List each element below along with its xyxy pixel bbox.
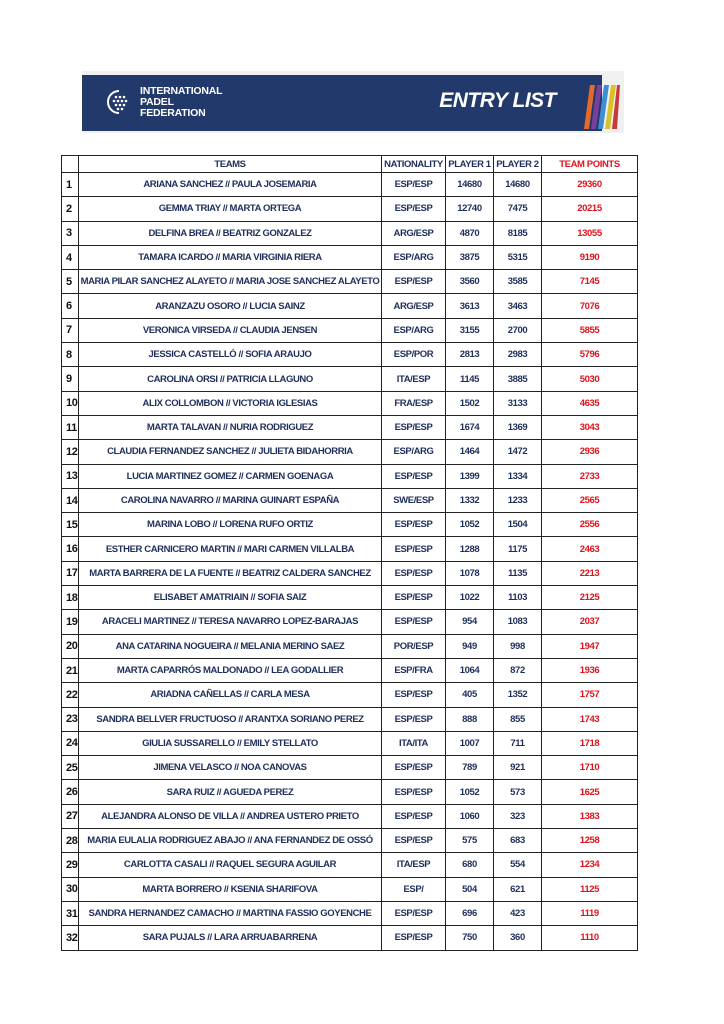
nationality-cell: ESP/ESP (382, 270, 446, 294)
team-points-cell: 1757 (542, 683, 638, 707)
rank-cell: 11 (62, 415, 79, 439)
player2-points-cell: 1175 (494, 537, 542, 561)
team-points-cell: 1125 (542, 877, 638, 901)
team-points-cell: 5030 (542, 367, 638, 391)
player1-points-cell: 1052 (446, 513, 494, 537)
nationality-cell: ESP/ARG (382, 318, 446, 342)
nationality-cell: ESP/ARG (382, 245, 446, 269)
team-cell: ARACELI MARTINEZ // TERESA NAVARRO LOPEZ-BARAJAS (79, 610, 382, 634)
nationality-cell: ESP/ESP (382, 829, 446, 853)
rank-cell: 30 (62, 877, 79, 901)
rank-cell: 21 (62, 658, 79, 682)
page-title: ENTRY LIST (439, 89, 556, 112)
player2-points-cell: 855 (494, 707, 542, 731)
nationality-cell: ESP/FRA (382, 658, 446, 682)
team-cell: MARTA CAPARRÓS MALDONADO // LEA GODALLIER (79, 658, 382, 682)
nationality-cell: ITA/ITA (382, 731, 446, 755)
rank-cell: 14 (62, 488, 79, 512)
player1-points-cell: 1022 (446, 586, 494, 610)
team-cell: CARLOTTA CASALI // RAQUEL SEGURA AGUILAR (79, 853, 382, 877)
table-row (62, 586, 638, 610)
player2-points-cell: 921 (494, 756, 542, 780)
player2-points-cell: 1504 (494, 513, 542, 537)
team-points-cell: 2463 (542, 537, 638, 561)
player1-points-cell: 949 (446, 634, 494, 658)
team-points-cell: 2565 (542, 488, 638, 512)
team-points-cell: 2213 (542, 561, 638, 585)
rank-cell: 4 (62, 245, 79, 269)
nationality-cell: ESP/ESP (382, 901, 446, 925)
table-row (62, 245, 638, 269)
player2-points-cell: 2983 (494, 343, 542, 367)
team-points-cell: 1718 (542, 731, 638, 755)
table-row (62, 731, 638, 755)
team-cell: CAROLINA NAVARRO // MARINA GUINART ESPAÑA (79, 488, 382, 512)
player1-points-cell: 1052 (446, 780, 494, 804)
player1-points-cell: 12740 (446, 197, 494, 221)
player1-points-cell: 1060 (446, 804, 494, 828)
player1-points-cell: 405 (446, 683, 494, 707)
player2-points-cell: 621 (494, 877, 542, 901)
player2-points-cell: 711 (494, 731, 542, 755)
player2-points-cell: 323 (494, 804, 542, 828)
header-player1: PLAYER 1 (446, 156, 494, 173)
team-points-cell: 7145 (542, 270, 638, 294)
team-points-cell: 2125 (542, 586, 638, 610)
player1-points-cell: 789 (446, 756, 494, 780)
team-cell: SARA RUIZ // AGUEDA PEREZ (79, 780, 382, 804)
rank-cell: 20 (62, 634, 79, 658)
player1-points-cell: 3155 (446, 318, 494, 342)
nationality-cell: ESP/ESP (382, 513, 446, 537)
team-cell: MARINA LOBO // LORENA RUFO ORTIZ (79, 513, 382, 537)
team-points-cell: 4635 (542, 391, 638, 415)
nationality-cell: ITA/ESP (382, 853, 446, 877)
rank-cell: 16 (62, 537, 79, 561)
player1-points-cell: 1064 (446, 658, 494, 682)
player2-points-cell: 1083 (494, 610, 542, 634)
table-row (62, 343, 638, 367)
table-row (62, 634, 638, 658)
team-cell: MARTA TALAVAN // NURIA RODRIGUEZ (79, 415, 382, 439)
player2-points-cell: 1352 (494, 683, 542, 707)
table-row (62, 464, 638, 488)
rank-cell: 12 (62, 440, 79, 464)
table-header-row (62, 156, 638, 173)
player2-points-cell: 3133 (494, 391, 542, 415)
organization-name (140, 86, 222, 119)
rank-cell: 15 (62, 513, 79, 537)
player2-points-cell: 554 (494, 853, 542, 877)
rank-cell: 8 (62, 343, 79, 367)
org-line-3: FEDERATION (140, 107, 206, 119)
table-row (62, 877, 638, 901)
nationality-cell: ESP/ESP (382, 756, 446, 780)
team-cell: ESTHER CARNICERO MARTIN // MARI CARMEN VILLALBA (79, 537, 382, 561)
header-teams: TEAMS (79, 156, 382, 173)
nationality-cell: ESP/ESP (382, 173, 446, 197)
decorative-stripes-icon (584, 85, 620, 129)
player1-points-cell: 2813 (446, 343, 494, 367)
rank-cell: 29 (62, 853, 79, 877)
org-line-2: PADEL (140, 96, 174, 108)
nationality-cell: ESP/ESP (382, 780, 446, 804)
rank-cell: 9 (62, 367, 79, 391)
table-row (62, 440, 638, 464)
nationality-cell: ESP/ESP (382, 537, 446, 561)
rank-cell: 2 (62, 197, 79, 221)
nationality-cell: ESP/ESP (382, 804, 446, 828)
team-cell: ARIANA SANCHEZ // PAULA JOSEMARIA (79, 173, 382, 197)
player1-points-cell: 3560 (446, 270, 494, 294)
rank-cell: 19 (62, 610, 79, 634)
table-row (62, 756, 638, 780)
team-cell: MARIA PILAR SANCHEZ ALAYETO // MARIA JOSE SANCHEZ ALAYETO (79, 270, 382, 294)
player2-points-cell: 683 (494, 829, 542, 853)
nationality-cell: ESP/ESP (382, 197, 446, 221)
table-row (62, 926, 638, 950)
rank-cell: 25 (62, 756, 79, 780)
team-points-cell: 3043 (542, 415, 638, 439)
player2-points-cell: 1472 (494, 440, 542, 464)
table-row (62, 513, 638, 537)
header-team-points: TEAM POINTS (542, 156, 638, 173)
rank-cell: 10 (62, 391, 79, 415)
team-points-cell: 20215 (542, 197, 638, 221)
player2-points-cell: 1334 (494, 464, 542, 488)
team-cell: ALIX COLLOMBON // VICTORIA IGLESIAS (79, 391, 382, 415)
team-cell: CLAUDIA FERNANDEZ SANCHEZ // JULIETA BIDAHORRIA (79, 440, 382, 464)
rank-cell: 7 (62, 318, 79, 342)
rank-cell: 22 (62, 683, 79, 707)
table-row (62, 318, 638, 342)
table-row (62, 780, 638, 804)
team-points-cell: 1110 (542, 926, 638, 950)
nationality-cell: ESP/ESP (382, 926, 446, 950)
team-cell: ALEJANDRA ALONSO DE VILLA // ANDREA USTERO PRIETO (79, 804, 382, 828)
team-points-cell: 1625 (542, 780, 638, 804)
table-row (62, 561, 638, 585)
nationality-cell: ESP/ESP (382, 561, 446, 585)
team-cell: ELISABET AMATRIAIN // SOFIA SAIZ (79, 586, 382, 610)
player1-points-cell: 1145 (446, 367, 494, 391)
rank-cell: 24 (62, 731, 79, 755)
player1-points-cell: 696 (446, 901, 494, 925)
player1-points-cell: 1078 (446, 561, 494, 585)
rank-cell: 31 (62, 901, 79, 925)
rank-cell: 32 (62, 926, 79, 950)
table-row (62, 707, 638, 731)
rank-cell: 1 (62, 173, 79, 197)
rank-cell: 28 (62, 829, 79, 853)
team-cell: TAMARA ICARDO // MARIA VIRGINIA RIERA (79, 245, 382, 269)
table-row (62, 173, 638, 197)
nationality-cell: ESP/ESP (382, 586, 446, 610)
player1-points-cell: 575 (446, 829, 494, 853)
team-cell: JESSICA CASTELLÓ // SOFIA ARAUJO (79, 343, 382, 367)
team-cell: GIULIA SUSSARELLO // EMILY STELLATO (79, 731, 382, 755)
team-cell: SARA PUJALS // LARA ARRUABARRENA (79, 926, 382, 950)
team-points-cell: 29360 (542, 173, 638, 197)
table-row (62, 658, 638, 682)
nationality-cell: FRA/ESP (382, 391, 446, 415)
player1-points-cell: 3875 (446, 245, 494, 269)
team-points-cell: 1258 (542, 829, 638, 853)
player2-points-cell: 1103 (494, 586, 542, 610)
player1-points-cell: 1464 (446, 440, 494, 464)
player2-points-cell: 5315 (494, 245, 542, 269)
header-rank (62, 156, 79, 173)
table-row (62, 853, 638, 877)
org-line-1: INTERNATIONAL (140, 85, 223, 97)
player1-points-cell: 3613 (446, 294, 494, 318)
team-cell: MARIA EULALIA RODRIGUEZ ABAJO // ANA FERNANDEZ DE OSSÓ (79, 829, 382, 853)
table-row (62, 221, 638, 245)
rank-cell: 27 (62, 804, 79, 828)
team-cell: ANA CATARINA NOGUEIRA // MELANIA MERINO SAEZ (79, 634, 382, 658)
table-row (62, 829, 638, 853)
table-row (62, 610, 638, 634)
player1-points-cell: 888 (446, 707, 494, 731)
table-row (62, 488, 638, 512)
nationality-cell: ESP/ESP (382, 707, 446, 731)
team-cell: JIMENA VELASCO // NOA CANOVAS (79, 756, 382, 780)
nationality-cell: ESP/POR (382, 343, 446, 367)
player2-points-cell: 7475 (494, 197, 542, 221)
player2-points-cell: 3585 (494, 270, 542, 294)
rank-cell: 13 (62, 464, 79, 488)
nationality-cell: ARG/ESP (382, 294, 446, 318)
player1-points-cell: 680 (446, 853, 494, 877)
player1-points-cell: 14680 (446, 173, 494, 197)
player2-points-cell: 14680 (494, 173, 542, 197)
nationality-cell: ESP/ESP (382, 683, 446, 707)
table-row (62, 537, 638, 561)
header-banner (82, 71, 624, 133)
table-row (62, 415, 638, 439)
team-points-cell: 1383 (542, 804, 638, 828)
player1-points-cell: 4870 (446, 221, 494, 245)
team-points-cell: 2037 (542, 610, 638, 634)
banner-background (82, 75, 602, 131)
table-row (62, 804, 638, 828)
player2-points-cell: 1135 (494, 561, 542, 585)
player2-points-cell: 423 (494, 901, 542, 925)
player2-points-cell: 872 (494, 658, 542, 682)
player1-points-cell: 1332 (446, 488, 494, 512)
player1-points-cell: 1674 (446, 415, 494, 439)
rank-cell: 23 (62, 707, 79, 731)
table-row (62, 270, 638, 294)
nationality-cell: POR/ESP (382, 634, 446, 658)
team-points-cell: 5796 (542, 343, 638, 367)
header-nationality: NATIONALITY (382, 156, 446, 173)
team-cell: GEMMA TRIAY // MARTA ORTEGA (79, 197, 382, 221)
nationality-cell: ESP/ESP (382, 610, 446, 634)
rank-cell: 18 (62, 586, 79, 610)
rank-cell: 26 (62, 780, 79, 804)
table-row (62, 294, 638, 318)
team-cell: MARTA BARRERA DE LA FUENTE // BEATRIZ CALDERA SANCHEZ (79, 561, 382, 585)
player2-points-cell: 1233 (494, 488, 542, 512)
team-points-cell: 1743 (542, 707, 638, 731)
player1-points-cell: 954 (446, 610, 494, 634)
team-points-cell: 5855 (542, 318, 638, 342)
team-points-cell: 1710 (542, 756, 638, 780)
nationality-cell: SWE/ESP (382, 488, 446, 512)
player1-points-cell: 1502 (446, 391, 494, 415)
table-row (62, 901, 638, 925)
nationality-cell: ARG/ESP (382, 221, 446, 245)
team-cell: CAROLINA ORSI // PATRICIA LLAGUNO (79, 367, 382, 391)
player2-points-cell: 360 (494, 926, 542, 950)
player2-points-cell: 8185 (494, 221, 542, 245)
rank-cell: 3 (62, 221, 79, 245)
player2-points-cell: 3885 (494, 367, 542, 391)
table-row (62, 367, 638, 391)
nationality-cell: ESP/ (382, 877, 446, 901)
team-points-cell: 1234 (542, 853, 638, 877)
team-points-cell: 2556 (542, 513, 638, 537)
nationality-cell: ESP/ARG (382, 440, 446, 464)
player1-points-cell: 750 (446, 926, 494, 950)
entry-list-table (61, 155, 638, 951)
team-cell: VERONICA VIRSEDA // CLAUDIA JENSEN (79, 318, 382, 342)
table-row (62, 197, 638, 221)
team-cell: SANDRA BELLVER FRUCTUOSO // ARANTXA SORIANO PEREZ (79, 707, 382, 731)
player2-points-cell: 1369 (494, 415, 542, 439)
player1-points-cell: 1007 (446, 731, 494, 755)
team-points-cell: 2733 (542, 464, 638, 488)
team-points-cell: 2936 (542, 440, 638, 464)
player1-points-cell: 504 (446, 877, 494, 901)
team-points-cell: 1119 (542, 901, 638, 925)
player2-points-cell: 3463 (494, 294, 542, 318)
nationality-cell: ESP/ESP (382, 464, 446, 488)
table-row (62, 683, 638, 707)
player1-points-cell: 1288 (446, 537, 494, 561)
table-row (62, 391, 638, 415)
team-points-cell: 13055 (542, 221, 638, 245)
nationality-cell: ITA/ESP (382, 367, 446, 391)
player2-points-cell: 573 (494, 780, 542, 804)
rank-cell: 5 (62, 270, 79, 294)
rank-cell: 17 (62, 561, 79, 585)
team-cell: DELFINA BREA // BEATRIZ GONZALEZ (79, 221, 382, 245)
header-player2: PLAYER 2 (494, 156, 542, 173)
team-points-cell: 1947 (542, 634, 638, 658)
team-points-cell: 1936 (542, 658, 638, 682)
team-cell: ARIADNA CAÑELLAS // CARLA MESA (79, 683, 382, 707)
team-cell: MARTA BORRERO // KSENIA SHARIFOVA (79, 877, 382, 901)
padel-ball-logo-icon (104, 87, 134, 117)
player2-points-cell: 2700 (494, 318, 542, 342)
rank-cell: 6 (62, 294, 79, 318)
player1-points-cell: 1399 (446, 464, 494, 488)
team-points-cell: 9190 (542, 245, 638, 269)
player2-points-cell: 998 (494, 634, 542, 658)
team-cell: SANDRA HERNANDEZ CAMACHO // MARTINA FASSIO GOYENCHE (79, 901, 382, 925)
team-points-cell: 7076 (542, 294, 638, 318)
team-cell: LUCIA MARTINEZ GOMEZ // CARMEN GOENAGA (79, 464, 382, 488)
nationality-cell: ESP/ESP (382, 415, 446, 439)
team-cell: ARANZAZU OSORO // LUCIA SAINZ (79, 294, 382, 318)
